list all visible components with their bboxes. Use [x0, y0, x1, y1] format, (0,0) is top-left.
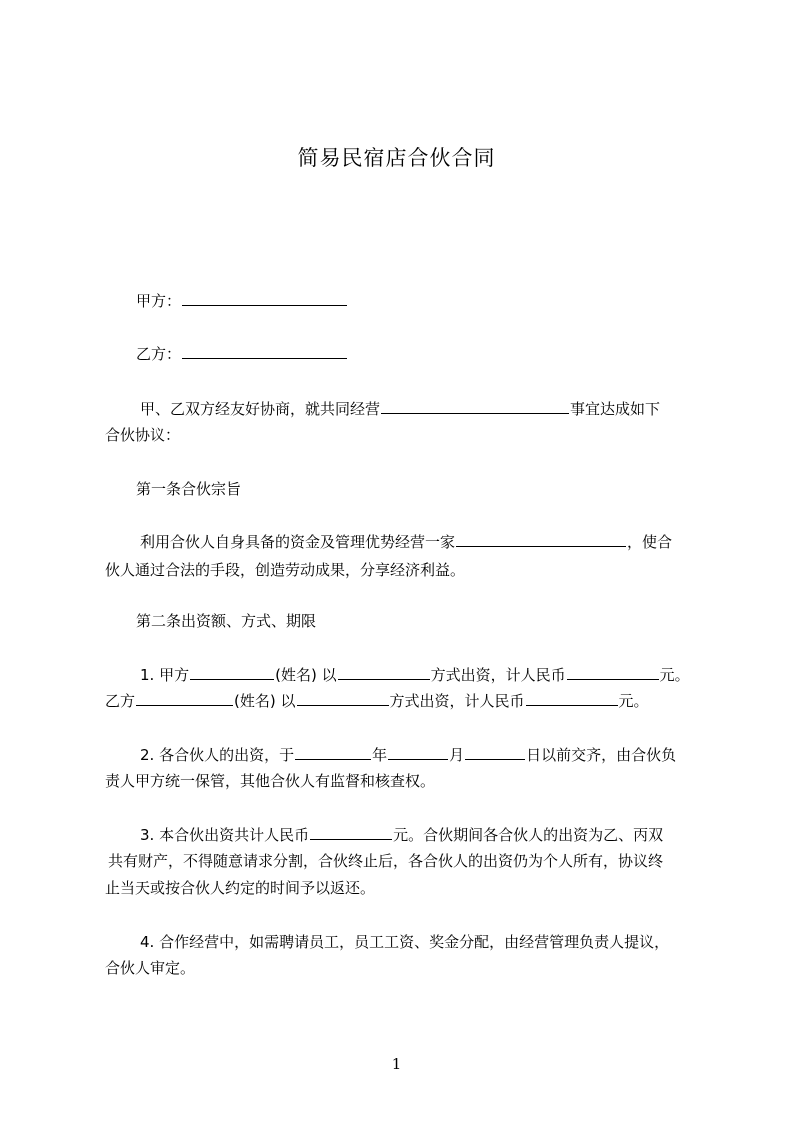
clause-text: 方式出资，计人民币: [430, 666, 566, 684]
party-a-label: 甲方：: [136, 292, 182, 310]
page-number: 1: [391, 1055, 402, 1073]
party-b-method-blank: [297, 688, 389, 706]
year-blank: [295, 742, 371, 760]
month-blank: [388, 742, 448, 760]
clause-3-line-3: 止当天或按合伙人约定的时间予以返还。: [105, 879, 376, 897]
clause-text: 1. 甲方: [140, 666, 190, 684]
clause-4-line-2: 合伙人审定。: [105, 959, 196, 977]
party-a-line: [136, 286, 705, 316]
contract-title: 简易民宿店合伙合同: [297, 146, 496, 170]
clause-text: 日以前交齐，由合伙负: [526, 746, 677, 764]
intro-text-2: 合伙协议：: [105, 426, 181, 444]
article-2-heading: 第二条出资额、方式、期限: [136, 612, 317, 630]
clause-text: (姓名) 以: [275, 666, 337, 684]
clause-3-line-2: 共有财产，不得随意请求分割，合伙终止后，各合伙人的出资仍为个人所有，协议终: [108, 852, 664, 870]
article-1-heading: 第一条合伙宗旨: [136, 480, 242, 498]
article-1-line-1: [140, 527, 705, 557]
clause-text: (姓名) 以: [234, 692, 296, 710]
total-amount-blank: [310, 822, 392, 840]
intro-text-end: 事宜达成如下: [570, 400, 661, 418]
party-b-blank: [182, 341, 347, 359]
shop-name-blank: [456, 529, 626, 547]
party-b-amount-blank: [526, 688, 618, 706]
clause-1-line-2: [105, 686, 705, 716]
intro-text: 甲、乙双方经友好协商，就共同经营: [140, 400, 381, 418]
clause-4-line-1: 4. 合作经营中，如需聘请员工，员工工资、奖金分配，由经营管理负责人提议，: [140, 933, 670, 951]
clause-2-line-2: 责人甲方统一保管，其他合伙人有监督和核查权。: [105, 772, 436, 790]
clause-text: 方式出资，计人民币: [389, 692, 525, 710]
article-1-line-2: 伙人通过合法的手段，创造劳动成果，分享经济利益。: [105, 561, 466, 579]
party-a-blank: [182, 288, 347, 306]
clause-text: 元。合伙期间各合伙人的出资为乙、丙双: [393, 826, 664, 844]
party-b-label: 乙方：: [136, 345, 182, 363]
clause-text: 元。: [659, 666, 690, 684]
clause-text: 年: [372, 746, 388, 764]
article-1-text: 利用合伙人自身具备的资金及管理优势经营一家: [140, 533, 456, 551]
intro-line-2: [105, 420, 705, 450]
party-b-line: [136, 339, 705, 369]
clause-text: 2. 各合伙人的出资，于: [140, 746, 295, 764]
party-a-name-blank: [190, 662, 274, 680]
clause-text: 乙方: [105, 692, 136, 710]
business-blank: [381, 396, 569, 414]
clause-text: 3. 本合伙出资共计人民币: [140, 826, 310, 844]
party-a-method-blank: [338, 662, 430, 680]
clause-text: 月: [449, 746, 465, 764]
party-b-name-blank: [136, 688, 233, 706]
party-a-amount-blank: [567, 662, 659, 680]
article-1-text-end: ，使合: [627, 533, 673, 551]
day-blank: [465, 742, 525, 760]
clause-text: 元。: [618, 692, 649, 710]
